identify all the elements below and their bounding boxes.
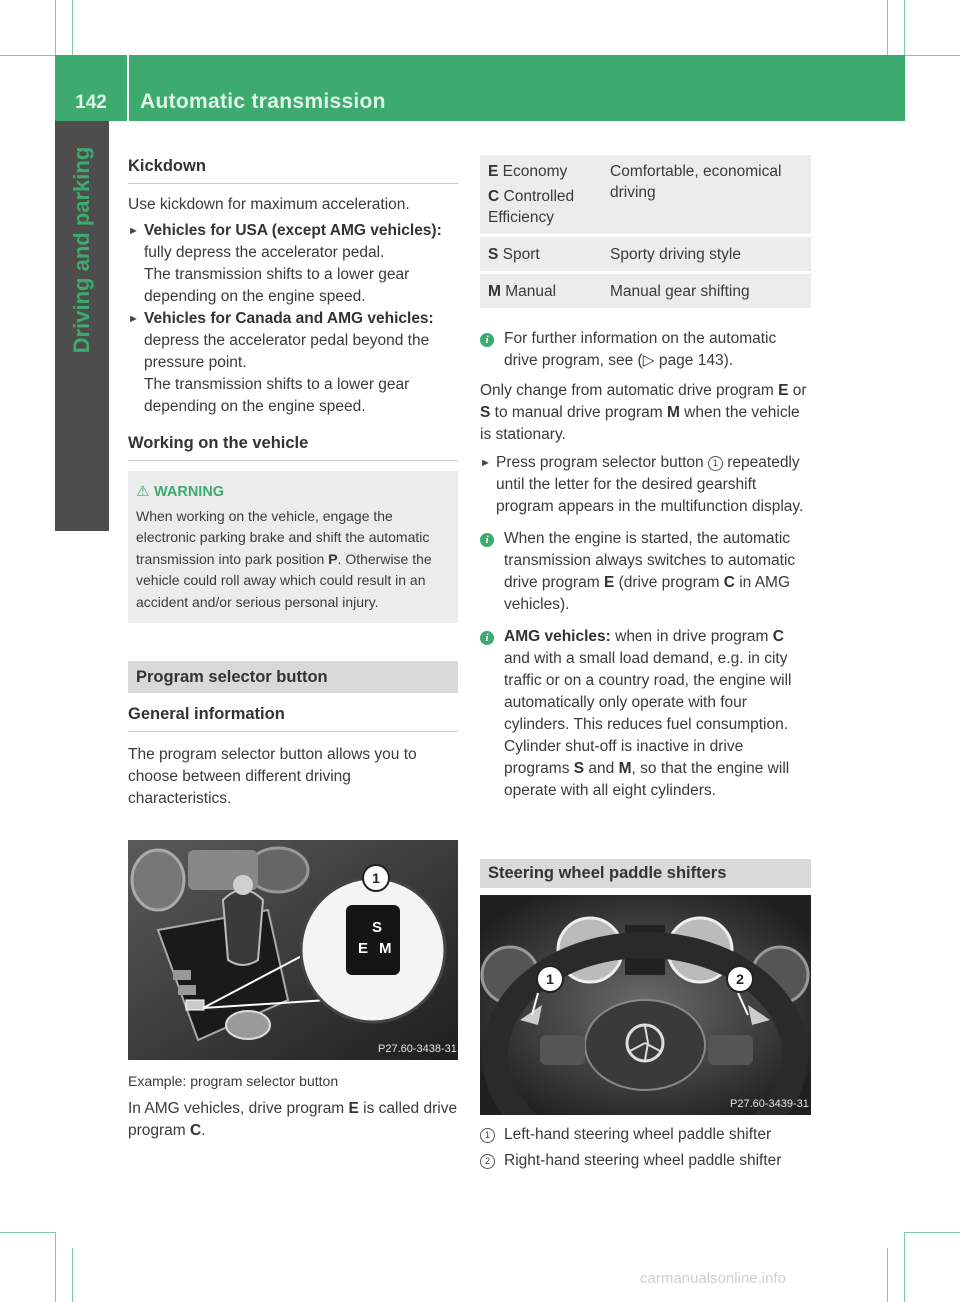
amg-bold-e: E: [348, 1100, 359, 1117]
info3-bold-m: M: [618, 760, 632, 777]
page-number: 142: [75, 92, 107, 113]
legend-text-1: Left-hand steering wheel paddle shifter: [504, 1126, 772, 1143]
button-letter-s: S: [372, 919, 383, 936]
info-note-1-text: For further information on the automatic drive program, see (▷ page 143).: [504, 330, 777, 369]
drive-program-table: [480, 155, 811, 308]
info2-text-d: in AMG vehicles).: [504, 574, 791, 613]
change-bold-e: E: [778, 382, 789, 399]
legend-item-2: [480, 1150, 811, 1172]
warning-text-a: When working on the vehicle, engage the electronic parking brake and shift the automatic transmission into park position: [136, 507, 430, 567]
change-text-c: when the vehicle is stationary.: [480, 404, 800, 443]
right-column: [480, 155, 811, 802]
general-info-text: The program selector button allows you to choose between different driving characteristics.: [128, 746, 417, 807]
button-letter-m: M: [379, 940, 392, 957]
change-bold-s: S: [480, 404, 491, 421]
paddle-legend: [480, 1124, 811, 1172]
arrow-icon: ►: [128, 313, 139, 325]
amg-text-b: is called drive program: [128, 1100, 458, 1139]
table-row: [480, 237, 811, 271]
legend-text-2: Right-hand steering wheel paddle shifter: [504, 1152, 782, 1169]
watermark: carmanualsonline.info: [640, 1270, 786, 1287]
warning-triangle-icon: ⚠: [136, 483, 150, 500]
press-text-b: repeatedly until the letter for the desired gearshift program appears in the multifunction display.: [496, 454, 804, 515]
header-divider: [127, 55, 129, 121]
table-row: [480, 274, 811, 308]
bullet-usa-sub: The transmission shifts to a lower gear depending on the engine speed.: [144, 266, 410, 305]
warning-text-b: . Otherwise the vehicle could roll away which could result in an accident and/or serious personal injury.: [136, 550, 432, 610]
program-e: E: [488, 163, 499, 180]
legend-num-1: 1: [480, 1128, 495, 1143]
arrow-icon: ►: [480, 457, 491, 469]
info3-text-b: and with a small load demand, e.g. in city traffic or on a country road, the engine will automatically only operate with four cylinders. This reduces fuel consumption. Cylinder shut-off is inactive in drive programs: [504, 650, 792, 777]
program-m-label: Manual: [500, 283, 557, 300]
bullet-canada: [128, 308, 458, 418]
callout-2: 2: [726, 965, 754, 993]
working-heading: Working on the vehicle: [128, 432, 458, 461]
legend-num-2: 2: [480, 1154, 495, 1169]
callout-1: 1: [362, 864, 390, 892]
button-letter-e: E: [358, 940, 369, 957]
left-column: [128, 155, 458, 810]
kickdown-heading: Kickdown: [128, 155, 458, 184]
change-text-a: Only change from automatic drive program: [480, 382, 779, 399]
info3-bold-c: C: [772, 628, 784, 645]
info-note-1: [480, 328, 811, 372]
change-bold-m: M: [666, 404, 680, 421]
bullet-canada-sub: The transmission shifts to a lower gear depending on the engine speed.: [144, 376, 410, 415]
amg-text-a: In AMG vehicles, drive program: [128, 1100, 349, 1117]
callout-ref-1: 1: [708, 456, 723, 471]
bullet-usa-bold: Vehicles for USA (except AMG vehicles):: [144, 222, 442, 239]
steering-heading: Steering wheel paddle shifters: [480, 859, 811, 888]
bullet-usa-text: fully depress the accelerator pedal.: [144, 244, 385, 261]
program-m-desc: Manual gear shifting: [602, 274, 811, 308]
amg-bold-c: C: [190, 1122, 202, 1139]
warning-park: P: [328, 550, 338, 567]
photo-caption: Example: program selector button: [128, 1073, 339, 1089]
warning-title: WARNING: [154, 484, 225, 500]
info-icon: i: [480, 333, 494, 347]
side-tab-label: Driving and parking: [69, 146, 94, 354]
program-selector-heading: Program selector button: [128, 661, 458, 693]
callout-1: 1: [536, 965, 564, 993]
bullet-canada-text: depress the accelerator pedal beyond the pressure point.: [144, 332, 430, 371]
info-icon: i: [480, 533, 494, 547]
info3-text-d: , so that the engine will operate with all eight cylinders.: [504, 760, 790, 799]
press-instruction: [480, 452, 811, 518]
photo-code: P27.60-3439-31: [730, 1098, 809, 1110]
page-title: Automatic transmission: [140, 90, 386, 113]
program-selector-photo: [128, 840, 458, 1060]
kickdown-intro: Use kickdown for maximum acceleration.: [128, 196, 410, 213]
info3-text-and: and: [584, 760, 619, 777]
amg-text-c: .: [201, 1122, 206, 1139]
program-e-desc: Comfortable, economical driving: [602, 155, 811, 234]
program-s: S: [488, 246, 499, 263]
photo-code: P27.60-3438-31: [378, 1043, 457, 1055]
program-m: M: [488, 283, 501, 300]
program-c-label: Controlled Efficiency: [488, 188, 575, 226]
bullet-canada-bold: Vehicles for Canada and AMG vehicles:: [144, 310, 434, 327]
general-info-heading: General information: [128, 703, 458, 732]
info3-bold-s: S: [573, 760, 585, 777]
info2-bold-c: C: [723, 574, 735, 591]
change-text-or: or: [788, 382, 807, 399]
legend-item-1: [480, 1124, 811, 1146]
program-c: C: [488, 188, 500, 205]
info3-text-a: when in drive program: [610, 628, 773, 645]
steering-wheel-photo: [480, 895, 811, 1115]
info-note-3: [480, 626, 811, 802]
program-s-desc: Sporty driving style: [602, 237, 811, 271]
info2-text-b: (drive program: [614, 574, 724, 591]
warning-box: [128, 471, 458, 623]
program-e-label: Economy: [498, 163, 568, 180]
press-text-a: Press program selector button: [496, 454, 708, 471]
info-icon: i: [480, 631, 494, 645]
info-note-2: [480, 528, 811, 616]
left-bottom: [128, 1070, 458, 1142]
info2-bold-e: E: [603, 574, 615, 591]
program-s-label: Sport: [498, 246, 540, 263]
change-program-text: [480, 380, 811, 446]
table-row: [480, 155, 811, 234]
arrow-icon: ►: [128, 225, 139, 237]
info3-bold: AMG vehicles:: [504, 628, 611, 645]
bullet-usa: [128, 220, 458, 308]
change-text-b: to manual drive program: [490, 404, 667, 421]
info2-text-a: When the engine is started, the automatic transmission always switches to automatic drive program: [504, 530, 796, 591]
